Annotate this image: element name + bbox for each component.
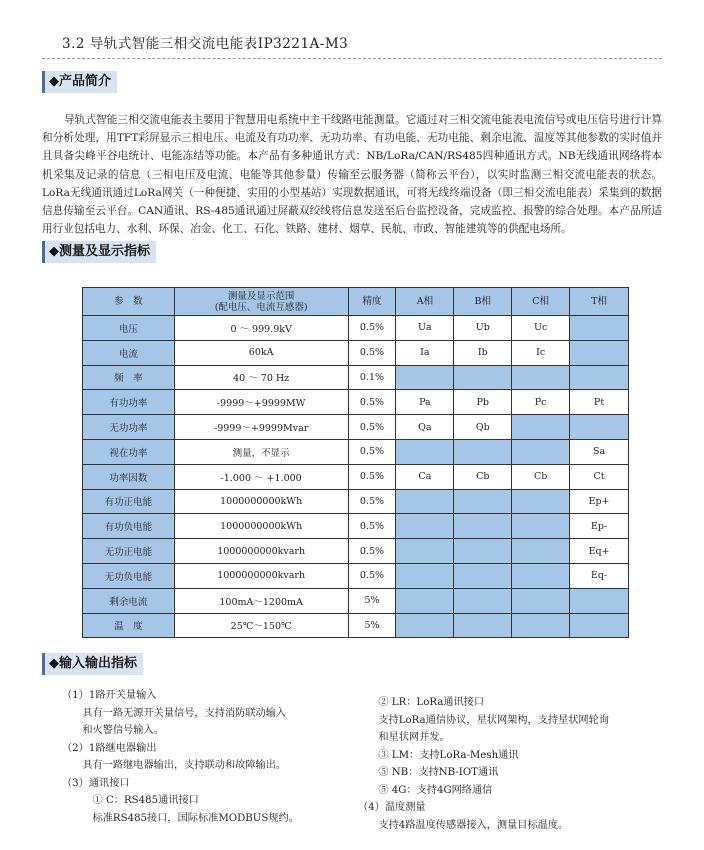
io-line: ⑤ 4G：支持4G网络通信 <box>358 784 493 796</box>
divider <box>42 58 662 60</box>
table-cell: 0.5% <box>348 415 396 440</box>
table-cell: 60kA <box>174 340 348 365</box>
table-cell: Ia <box>396 340 454 365</box>
table-cell: Ca <box>396 464 454 489</box>
table-cell <box>454 365 512 390</box>
io-line: ① C：RS485通讯接口 <box>62 795 199 806</box>
section-heading-measurement: ◆测量及显示指标 <box>42 241 156 263</box>
table-cell <box>512 539 570 564</box>
table-cell: 功率因数 <box>83 464 175 489</box>
table-row <box>83 316 629 341</box>
table-cell: 25℃～150℃ <box>174 613 348 638</box>
table-cell: 有功功率 <box>83 390 175 415</box>
table-cell: 0.5% <box>348 464 396 489</box>
io-line: 具有一路继电器输出，支持联动和故障输出。 <box>62 760 287 771</box>
table-cell <box>396 588 454 613</box>
table-row <box>83 340 629 365</box>
table-cell <box>512 588 570 613</box>
table-cell: 100mA～1200mA <box>174 588 348 613</box>
table-cell <box>512 365 570 390</box>
table-cell: Cb <box>512 464 570 489</box>
table-cell: Ic <box>512 340 570 365</box>
table-row <box>83 464 629 489</box>
io-line: 支持LoRa通信协议，星状网架构，支持星状网轮询 <box>358 714 609 726</box>
table-cell: 1000000000kWh <box>174 514 348 539</box>
io-line: （1）1路开关量输入 <box>62 690 157 701</box>
table-cell <box>512 514 570 539</box>
io-line: 标准RS485接口，国际标准MODBUS规约。 <box>62 812 299 824</box>
table-cell: 有功负电能 <box>83 514 175 539</box>
table-cell: Eq+ <box>570 539 629 564</box>
table-cell <box>454 439 512 464</box>
table-cell: 无功负电能 <box>83 563 175 588</box>
io-line: （4）温度测量 <box>358 802 426 813</box>
table-row <box>83 439 629 464</box>
table-cell: Pb <box>454 390 512 415</box>
page-title: 3.2 导轨式智能三相交流电能表IP3221A-M3 <box>62 36 349 52</box>
table-cell: Ct <box>570 464 629 489</box>
table-cell: 0.5% <box>348 439 396 464</box>
io-line: ② LR：LoRa通讯接口 <box>358 697 485 708</box>
spec-table <box>82 287 629 638</box>
table-cell <box>396 539 454 564</box>
table-cell: Sa <box>570 439 629 464</box>
table-cell <box>454 563 512 588</box>
table-cell: 0 ～ 999.9kV <box>174 316 348 341</box>
table-cell <box>512 613 570 638</box>
table-header-cell: T相 <box>570 288 629 316</box>
table-cell <box>396 613 454 638</box>
table-cell: 0.5% <box>348 563 396 588</box>
table-cell: Pt <box>570 390 629 415</box>
table-cell: 频 率 <box>83 365 175 390</box>
io-line: 具有一路无源开关量信号，支持消防联动输入 <box>62 707 287 719</box>
table-cell: Ib <box>454 340 512 365</box>
io-left-column <box>62 687 299 827</box>
table-cell: 电压 <box>83 316 175 341</box>
table-cell: 0.5% <box>348 514 396 539</box>
table-cell <box>570 588 629 613</box>
table-cell: Ua <box>396 316 454 341</box>
table-cell: Ub <box>454 316 512 341</box>
table-cell: 无功正电能 <box>83 539 175 564</box>
intro-paragraph: 导轨式智能三相交流电能表主要用于智慧用电系统中主干线路电能测量。它通过对三相交流电能表电流信号或电压信号进行计算和分析处理，用TFT彩屏显示三相电压、电流及有功功率、无功功率、有功电能、无功电能、剩余电流、温度等其他参数的实时值并且具备尖峰平谷电统计、电能冻结等功能。本产品有多种通讯方式：NB/LoRa/CAN/RS485四种通讯方式。NB无线通讯网络将本机采集及记录的信息（三相电压及电流、电能等其他参量）传输至云服务器（简称云平台），以实时监测三相交流电能表的状态。LoRa无线通讯通过LoRa网关（一种便捷、实用的小型基站）实现数据通讯，可将无线终端设备（即三相交流电能表）采集到的数据信息传输至云平台。CAN通讯、RS-485通讯通过屏蔽双绞线将信息发送至后台监控设备，完成监控、报警的综合处理。本产品所适用行业包括电力、水利、环保、冶金、化工、石化、铁路、建材、烟草、民航、市政、智能建筑等的供配电场所。 <box>42 114 662 236</box>
table-cell: 0.1% <box>348 365 396 390</box>
table-cell: 0.5% <box>348 316 396 341</box>
table-header-cell: C相 <box>512 288 570 316</box>
table-header-cell: 精度 <box>348 288 396 316</box>
table-cell: -9999～+9999MW <box>174 390 348 415</box>
table-cell <box>454 613 512 638</box>
table-cell: 温 度 <box>83 613 175 638</box>
io-line: ⑤ NB：支持NB-IOT通讯 <box>358 767 499 778</box>
table-row <box>83 588 629 613</box>
table-cell: 0.5% <box>348 539 396 564</box>
io-line: 和星状网并发。 <box>358 732 450 743</box>
table-cell: 0.5% <box>348 489 396 514</box>
table-cell <box>570 316 629 341</box>
table-cell: Ep+ <box>570 489 629 514</box>
table-row <box>83 390 629 415</box>
io-line: ③ LM：支持LoRa-Mesh通讯 <box>358 749 519 761</box>
table-cell: 0.5% <box>348 340 396 365</box>
section-heading-io: ◆输入输出指标 <box>42 653 143 675</box>
table-cell <box>512 563 570 588</box>
table-cell: 5% <box>348 613 396 638</box>
table-cell: 视在功率 <box>83 439 175 464</box>
table-cell: 0.5% <box>348 390 396 415</box>
table-cell: 无功功率 <box>83 415 175 440</box>
table-cell: Pc <box>512 390 570 415</box>
table-cell <box>396 489 454 514</box>
section-heading-intro: ◆产品简介 <box>42 71 117 93</box>
table-cell: -1.000 ～ +1.000 <box>174 464 348 489</box>
table-header-cell: 测量及显示范围 (配电压、电流互感器) <box>174 288 348 316</box>
table-cell: 40 ～ 70 Hz <box>174 365 348 390</box>
io-line: 和火警信号输入。 <box>62 725 164 736</box>
table-cell <box>570 340 629 365</box>
table-cell <box>396 563 454 588</box>
io-line: （3）通讯接口 <box>62 777 130 789</box>
table-cell <box>512 489 570 514</box>
table-cell <box>454 489 512 514</box>
table-header-cell: 参 数 <box>83 288 175 316</box>
table-cell <box>396 439 454 464</box>
table-cell <box>570 365 629 390</box>
io-line: （2）1路继电器输出 <box>62 742 157 754</box>
table-cell <box>512 415 570 440</box>
table-row <box>83 514 629 539</box>
table-row <box>83 539 629 564</box>
table-cell: Pa <box>396 390 454 415</box>
table-cell <box>454 514 512 539</box>
table-header-cell: B相 <box>454 288 512 316</box>
table-cell: 1000000000kvarh <box>174 563 348 588</box>
table-cell: 测量，不显示 <box>174 439 348 464</box>
table-header-row <box>83 288 629 316</box>
table-cell: Eq- <box>570 563 629 588</box>
table-cell: 剩余电流 <box>83 588 175 613</box>
table-row <box>83 415 629 440</box>
table-row <box>83 563 629 588</box>
table-cell <box>570 415 629 440</box>
table-cell: Uc <box>512 316 570 341</box>
table-cell <box>512 439 570 464</box>
table-row <box>83 613 629 638</box>
table-cell: Qb <box>454 415 512 440</box>
table-cell: 1000000000kvarh <box>174 539 348 564</box>
table-cell <box>454 539 512 564</box>
table-cell: 有功正电能 <box>83 489 175 514</box>
table-row <box>83 489 629 514</box>
table-row <box>83 365 629 390</box>
table-cell: Cb <box>454 464 512 489</box>
table-cell: Qa <box>396 415 454 440</box>
table-cell <box>570 613 629 638</box>
io-right-column <box>358 694 609 834</box>
table-header-cell: A相 <box>396 288 454 316</box>
table-cell: 5% <box>348 588 396 613</box>
table-cell: Ep- <box>570 514 629 539</box>
table-cell <box>396 365 454 390</box>
table-cell: 电流 <box>83 340 175 365</box>
table-cell <box>454 588 512 613</box>
table-cell <box>396 514 454 539</box>
table-cell: -9999～+9999Mvar <box>174 415 348 440</box>
io-line: 支持4路温度传感器接入，测量目标温度。 <box>358 819 569 831</box>
table-cell: 1000000000kWh <box>174 489 348 514</box>
